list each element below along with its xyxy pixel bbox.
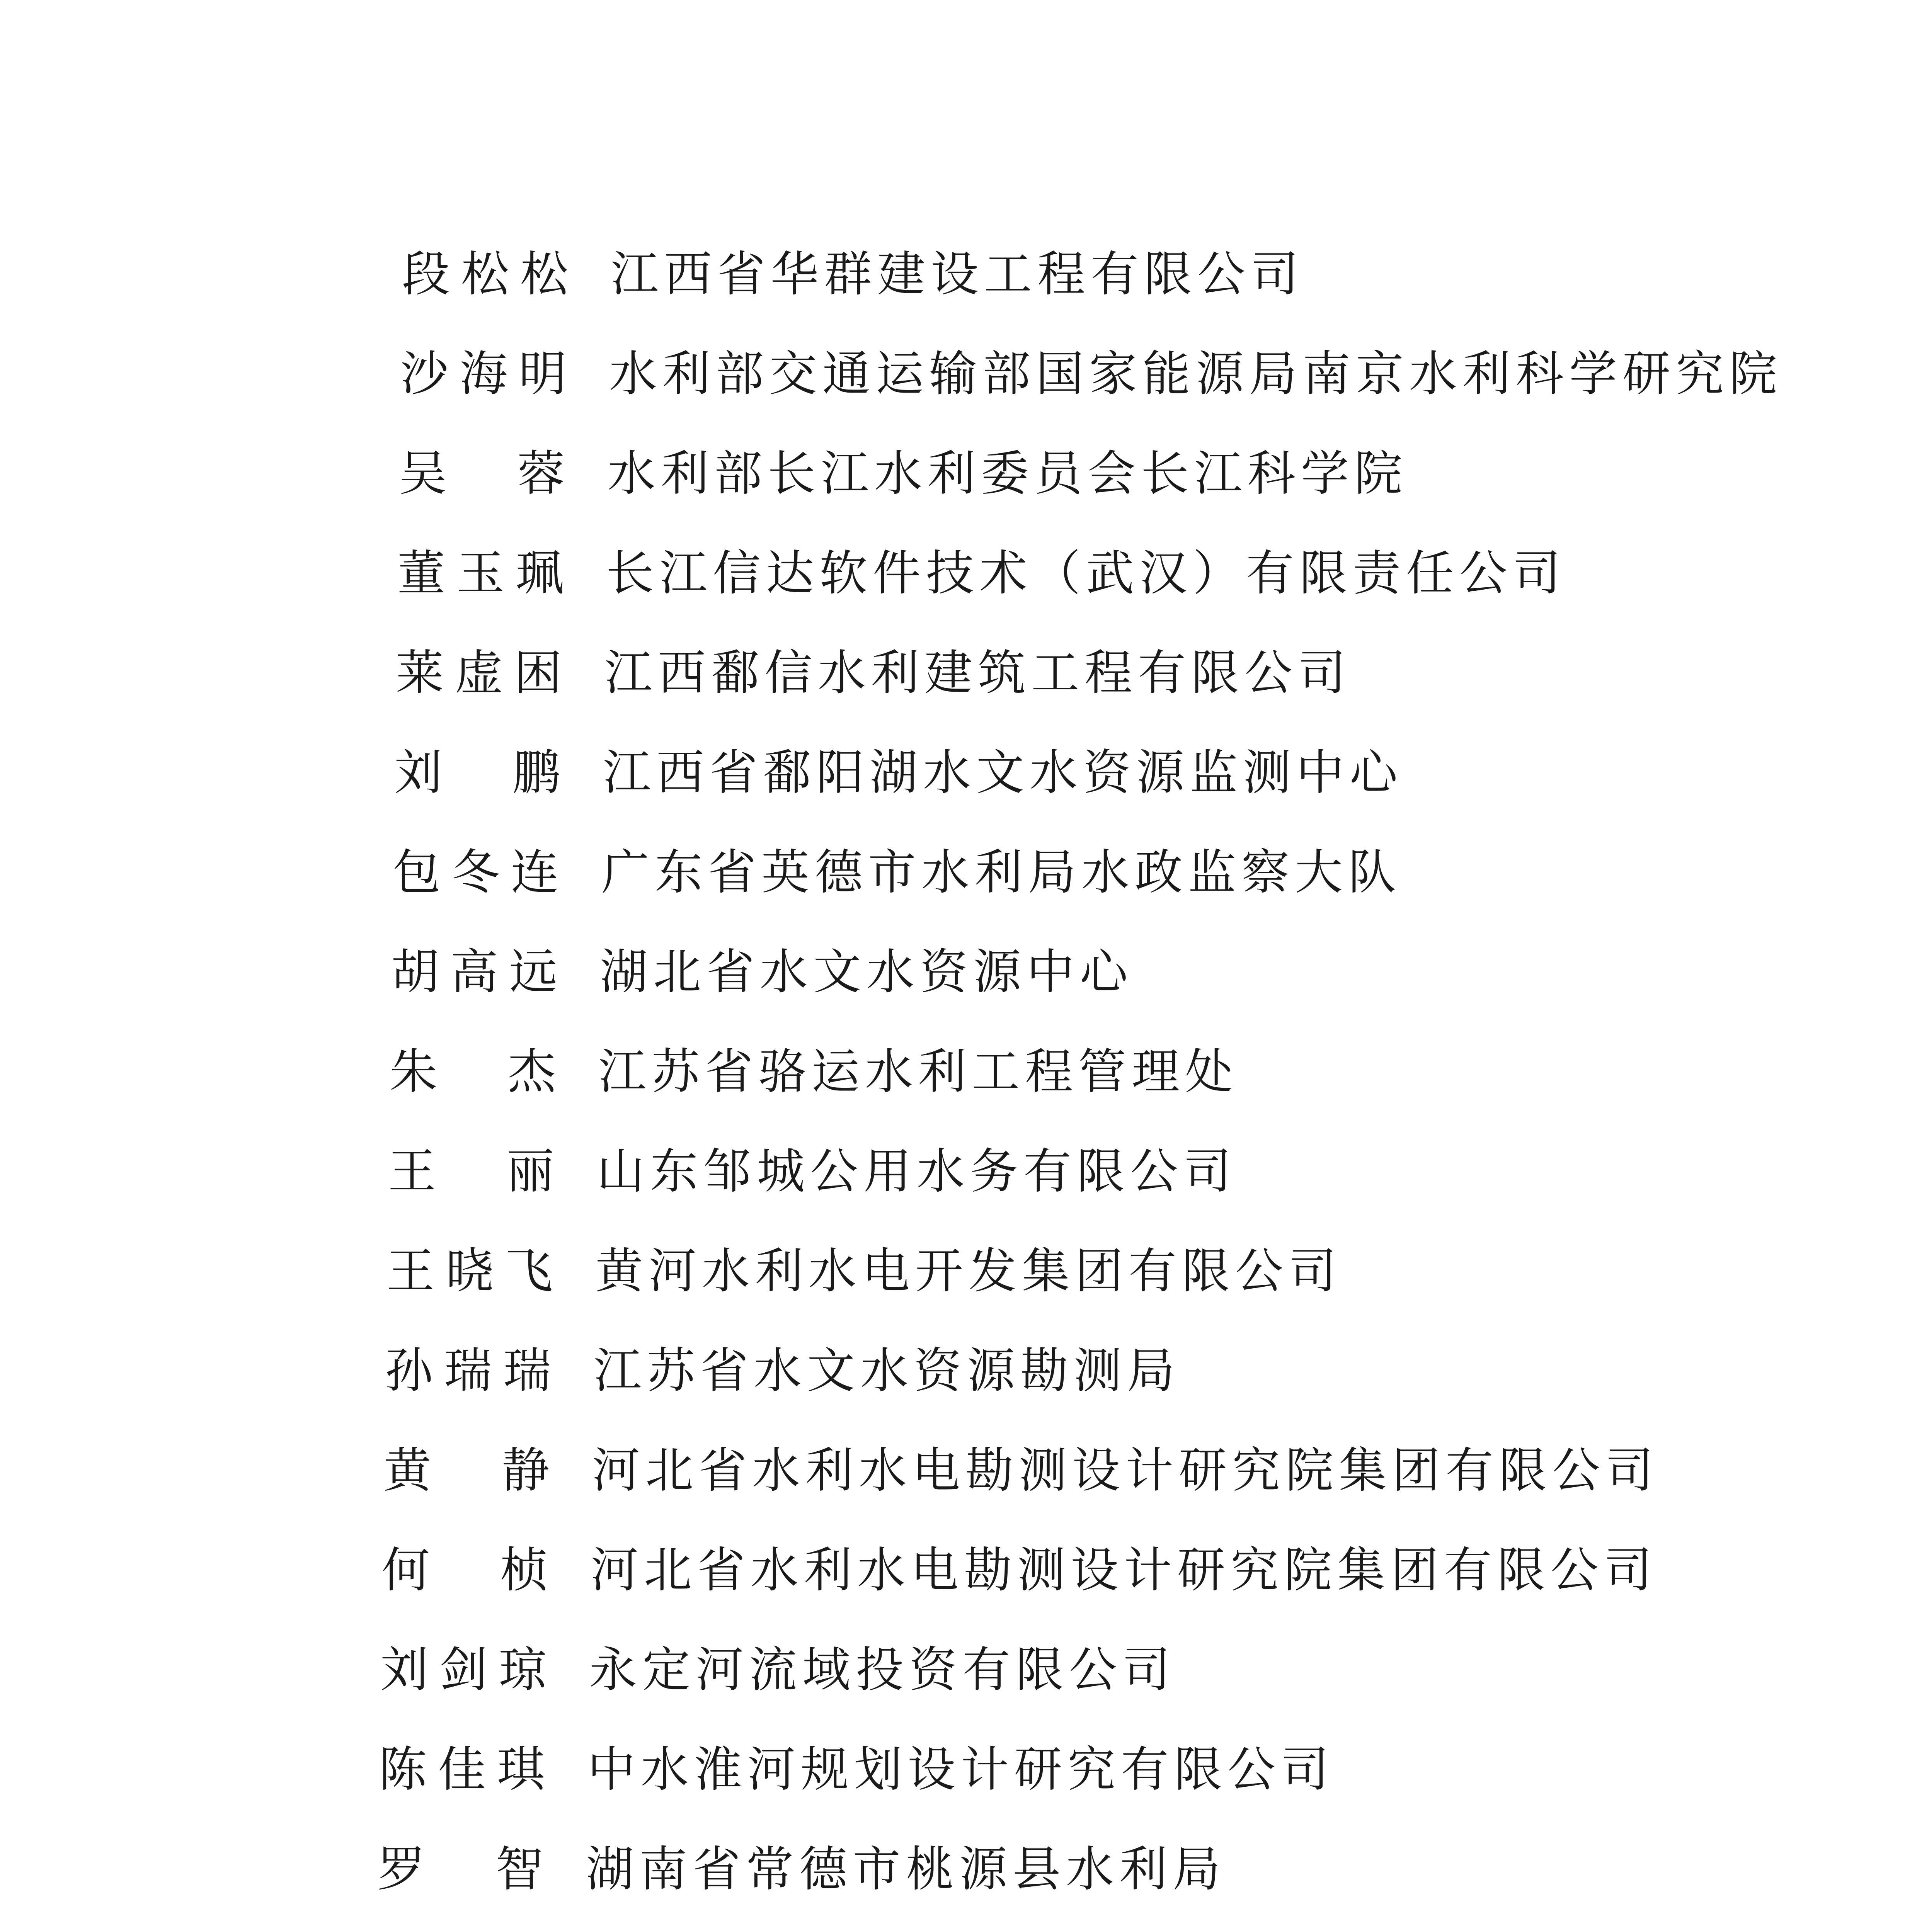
person-name: 刘 剑 琼 xyxy=(380,1642,546,1698)
organization-name: 永定河流域投资有限公司 xyxy=(589,1642,1176,1698)
person-name: 罗 智 xyxy=(377,1842,543,1897)
organization-name: 长江信达软件技术（武汉）有限责任公司 xyxy=(606,546,1566,601)
organization-name: 江苏省骆运水利工程管理处 xyxy=(598,1044,1239,1100)
organization-name: 湖北省水文水资源中心 xyxy=(600,944,1134,1000)
person-name: 王 晓 飞 xyxy=(386,1243,553,1299)
organization-name: 江西鄱信水利建筑工程有限公司 xyxy=(604,645,1352,701)
person-name: 孙 瑞 瑞 xyxy=(385,1343,551,1399)
organization-name: 水利部长江水利委员会长江科学院 xyxy=(608,446,1408,502)
organization-name: 黄河水利水电开发集团有限公司 xyxy=(595,1243,1342,1299)
person-name: 董 玉 珮 xyxy=(397,546,564,601)
organization-name: 河北省水利水电勘测设计研究院集团有限公司 xyxy=(592,1443,1659,1498)
organization-name xyxy=(584,1930,1331,1932)
organization-name: 水利部交通运输部国家能源局南京水利科学研究院 xyxy=(609,346,1783,402)
person-name xyxy=(376,1930,542,1932)
organization-name: 中水淮河规划设计研究有限公司 xyxy=(587,1742,1335,1798)
person-name: 段 松 松 xyxy=(402,247,568,302)
person-name: 陈 佳 琪 xyxy=(379,1742,545,1798)
person-name: 黄 静 xyxy=(383,1443,550,1498)
organization-name: 湖南省常德市桃源县水利局 xyxy=(586,1842,1226,1897)
organization-name: 山东邹城公用水务有限公司 xyxy=(597,1144,1237,1199)
organization-name: 河北省水利水电勘测设计研究院集团有限公司 xyxy=(591,1543,1658,1598)
person-name: 朱 杰 xyxy=(390,1044,556,1100)
person-name: 吴 蓉 xyxy=(399,446,565,502)
person-name: 胡 高 远 xyxy=(391,944,557,1000)
person-name: 莱 虚 困 xyxy=(396,645,562,701)
person-name: 沙 海 明 xyxy=(400,346,567,402)
organization-name: 江西省华群建设工程有限公司 xyxy=(611,247,1304,302)
person-name: 包 冬 连 xyxy=(393,845,559,900)
organization-name: 江西省鄱阳湖水文水资源监测中心 xyxy=(603,745,1403,801)
organization-name: 广东省英德市水利局水政监察大队 xyxy=(601,845,1402,900)
organization-name: 江苏省水文水资源勘测局 xyxy=(594,1343,1181,1399)
person-name: 何 桢 xyxy=(382,1543,548,1598)
person-name: 刘 鹏 xyxy=(394,745,560,801)
person-name: 王 丽 xyxy=(388,1144,554,1199)
